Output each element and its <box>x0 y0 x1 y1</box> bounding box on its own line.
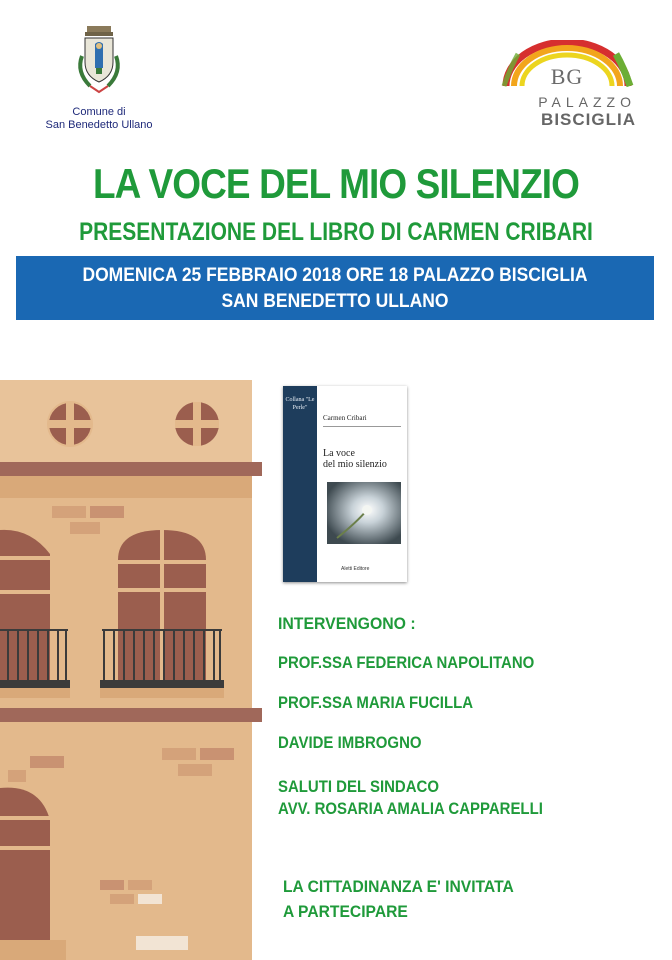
bg-initials: BG <box>550 64 584 89</box>
coat-of-arms-icon <box>68 22 130 106</box>
book-cover-photo <box>327 482 401 544</box>
comune-name: Comune di <box>72 106 126 118</box>
date-banner <box>16 256 654 320</box>
book-spine <box>283 386 317 582</box>
palazzo-bisciglia-logo <box>498 40 636 130</box>
book-cover <box>283 386 407 582</box>
arched-window-icon <box>0 788 50 950</box>
greetings-line: SALUTI DEL SINDACO <box>278 777 439 796</box>
invitation-line: A PARTECIPARE <box>283 902 408 921</box>
book-publisher: Aletti Editore <box>341 566 370 572</box>
book-rule <box>323 426 401 427</box>
book-title-line2: del mio silenzio <box>323 459 387 470</box>
building-illustration <box>0 380 264 960</box>
round-window-icon <box>48 402 92 446</box>
round-window-icon <box>175 402 219 446</box>
speaker-item: PROF.SSA FEDERICA NAPOLITANO <box>278 653 535 672</box>
book-author: Carmen Cribari <box>323 414 367 422</box>
comune-label <box>44 106 154 132</box>
banner-location-line: SAN BENEDETTO ULLANO <box>221 291 449 312</box>
speaker-item: DAVIDE IMBROGNO <box>278 733 422 752</box>
event-subtitle: PRESENTAZIONE DEL LIBRO DI CARMEN CRIBARI <box>79 218 593 246</box>
comune-logo <box>44 22 154 137</box>
intervengono-label: INTERVENGONO : <box>278 614 416 633</box>
cornice <box>0 708 262 722</box>
mayor-name: AVV. ROSARIA AMALIA CAPPARELLI <box>278 799 543 818</box>
bg-bisciglia-label: BISCIGLIA <box>541 110 636 129</box>
book-collana: Collana "Le Perle" <box>285 397 315 411</box>
speaker-item: PROF.SSA MARIA FUCILLA <box>278 693 474 712</box>
arched-window-icon <box>118 530 206 680</box>
book-title-line1: La voce <box>323 448 355 459</box>
cornice <box>0 462 262 476</box>
comune-town: San Benedetto Ullano <box>45 119 153 131</box>
banner-date-line: DOMENICA 25 FEBBRAIO 2018 ORE 18 PALAZZO BISCIGLIA <box>82 265 588 286</box>
bg-palazzo-label: PALAZZO <box>538 94 636 110</box>
invitation-line: LA CITTADINANZA E' INVITATA <box>283 877 514 896</box>
event-title: LA VOCE DEL MIO SILENZIO <box>92 160 580 207</box>
book-title <box>323 448 403 470</box>
